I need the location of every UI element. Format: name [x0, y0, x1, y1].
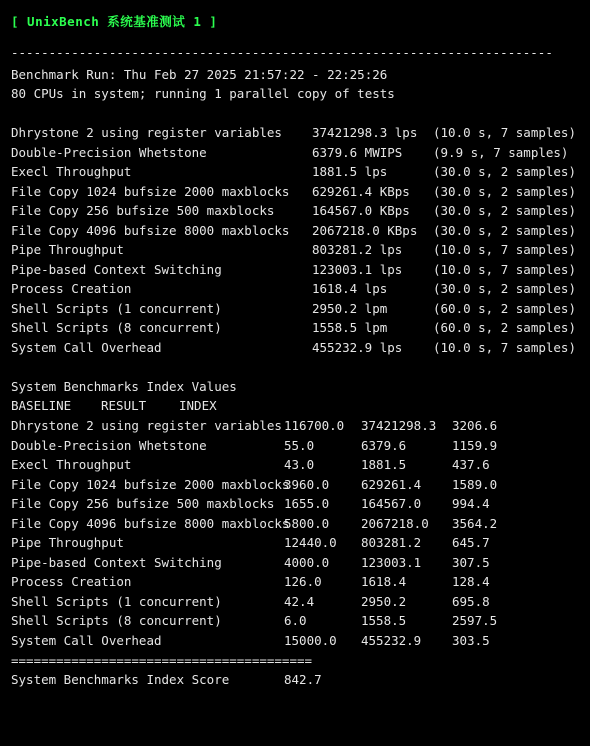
- index-name: Process Creation: [11, 574, 132, 589]
- dash-separator: ------------------------------------------------------------------------: [11, 45, 553, 60]
- index-row: [11, 475, 571, 494]
- result-name: Shell Scripts (1 concurrent): [11, 300, 222, 316]
- index-baseline: 43.0: [284, 457, 315, 472]
- result-value: 164567.0 KBps: [312, 203, 410, 218]
- index-value: 695.8: [452, 593, 490, 609]
- result-value: 455232.9 lps: [312, 339, 403, 355]
- index-result: 123003.1: [361, 554, 422, 570]
- index-name: Pipe-based Context Switching: [11, 554, 222, 570]
- index-name: Pipe Throughput: [11, 535, 124, 550]
- index-value: 3206.6: [452, 418, 498, 433]
- result-value: 6379.6 MWIPS: [312, 144, 403, 160]
- index-name: System Call Overhead: [11, 632, 162, 648]
- header-result: RESULT: [101, 398, 147, 413]
- result-name: Process Creation: [11, 281, 132, 296]
- header-baseline: BASELINE: [11, 398, 72, 413]
- index-name: Shell Scripts (8 concurrent): [11, 613, 222, 628]
- result-row: [11, 318, 581, 337]
- result-name: Execl Throughput: [11, 164, 132, 179]
- result-row: [11, 201, 581, 220]
- result-timing: (30.0 s, 2 samples): [433, 203, 576, 218]
- result-value: 123003.1 lps: [312, 261, 403, 277]
- index-baseline: 126.0: [284, 574, 322, 589]
- result-row: [11, 279, 581, 298]
- index-baseline: 5800.0: [284, 515, 330, 531]
- result-name: File Copy 1024 bufsize 2000 maxblocks: [11, 183, 290, 199]
- result-timing: (60.0 s, 2 samples): [433, 300, 576, 316]
- index-baseline: 3960.0: [284, 476, 330, 492]
- result-name: Dhrystone 2 using register variables: [11, 125, 282, 140]
- index-result: 6379.6: [361, 437, 407, 453]
- index-value: 1589.0: [452, 476, 498, 492]
- benchmark-title: [ UnixBench 系统基准测试 1 ]: [11, 14, 218, 29]
- index-row: [11, 416, 571, 435]
- index-baseline: 4000.0: [284, 554, 330, 570]
- result-timing: (30.0 s, 2 samples): [433, 281, 576, 296]
- result-value: 37421298.3 lps: [312, 125, 418, 140]
- result-name: Pipe-based Context Switching: [11, 261, 222, 277]
- index-row: [11, 436, 571, 455]
- result-value: 803281.2 lps: [312, 242, 403, 257]
- index-name: File Copy 1024 bufsize 2000 maxblocks: [11, 476, 290, 492]
- result-value: 2067218.0 KBps: [312, 222, 418, 238]
- index-result: 1618.4: [361, 574, 407, 589]
- index-name: File Copy 256 bufsize 500 maxblocks: [11, 496, 275, 511]
- index-value: 128.4: [452, 574, 490, 589]
- index-result: 1558.5: [361, 613, 407, 628]
- index-result: 803281.2: [361, 535, 422, 550]
- index-row: [11, 611, 571, 630]
- index-result: 629261.4: [361, 476, 422, 492]
- index-row: [11, 572, 571, 591]
- index-name: Shell Scripts (1 concurrent): [11, 593, 222, 609]
- result-row: [11, 182, 581, 201]
- index-value: 437.6: [452, 457, 490, 472]
- header-index: INDEX: [179, 398, 217, 413]
- result-value: 629261.4 KBps: [312, 183, 410, 199]
- index-baseline: 116700.0: [284, 418, 345, 433]
- index-row: [11, 631, 571, 650]
- equals-separator: ========================================: [11, 653, 313, 668]
- index-result: 1881.5: [361, 457, 407, 472]
- index-row: [11, 592, 571, 611]
- index-result: 2067218.0: [361, 515, 429, 531]
- index-result: 455232.9: [361, 632, 422, 648]
- cpu-info-line: 80 CPUs in system; running 1 parallel copy of tests: [11, 86, 395, 101]
- index-baseline: 55.0: [284, 437, 315, 453]
- result-row: [11, 143, 581, 162]
- index-values-title: System Benchmarks Index Values: [11, 379, 237, 394]
- result-timing: (10.0 s, 7 samples): [433, 242, 576, 257]
- result-timing: (60.0 s, 2 samples): [433, 320, 576, 335]
- result-timing: (10.0 s, 7 samples): [433, 339, 576, 355]
- result-row: [11, 338, 581, 357]
- result-name: Pipe Throughput: [11, 242, 124, 257]
- result-timing: (30.0 s, 2 samples): [433, 222, 576, 238]
- result-timing: (30.0 s, 2 samples): [433, 183, 576, 199]
- index-row: [11, 514, 571, 533]
- index-name: Dhrystone 2 using register variables: [11, 418, 282, 433]
- result-value: 1618.4 lps: [312, 281, 388, 296]
- index-result: 164567.0: [361, 496, 422, 511]
- index-value: 3564.2: [452, 515, 498, 531]
- result-row: [11, 123, 581, 142]
- result-row: [11, 221, 581, 240]
- index-value: 303.5: [452, 632, 490, 648]
- result-value: 1558.5 lpm: [312, 320, 388, 335]
- index-value: 994.4: [452, 496, 490, 511]
- result-row: [11, 240, 581, 259]
- result-name: File Copy 256 bufsize 500 maxblocks: [11, 203, 275, 218]
- index-row: [11, 455, 571, 474]
- index-name: Double-Precision Whetstone: [11, 437, 207, 453]
- result-row: [11, 260, 581, 279]
- index-baseline: 12440.0: [284, 535, 337, 550]
- index-baseline: 42.4: [284, 593, 315, 609]
- index-value: 307.5: [452, 554, 490, 570]
- index-baseline: 1655.0: [284, 496, 330, 511]
- benchmark-run-line: Benchmark Run: Thu Feb 27 2025 21:57:22 - 22:25:26: [11, 67, 388, 82]
- index-row: [11, 533, 571, 552]
- index-name: File Copy 4096 bufsize 8000 maxblocks: [11, 515, 290, 531]
- index-row: [11, 553, 571, 572]
- index-value: 1159.9: [452, 437, 498, 453]
- result-name: Shell Scripts (8 concurrent): [11, 320, 222, 335]
- result-timing: (9.9 s, 7 samples): [433, 144, 569, 160]
- score-label: System Benchmarks Index Score: [11, 672, 230, 687]
- result-name: System Call Overhead: [11, 339, 162, 355]
- result-name: Double-Precision Whetstone: [11, 144, 207, 160]
- result-value: 2950.2 lpm: [312, 300, 388, 316]
- result-timing: (10.0 s, 7 samples): [433, 125, 576, 140]
- result-row: [11, 162, 581, 181]
- index-result: 37421298.3: [361, 418, 437, 433]
- result-timing: (30.0 s, 2 samples): [433, 164, 576, 179]
- score-value: 842.7: [284, 672, 322, 687]
- index-row: [11, 494, 571, 513]
- index-score-row: [11, 670, 571, 689]
- result-timing: (10.0 s, 7 samples): [433, 261, 576, 277]
- result-row: [11, 299, 581, 318]
- index-baseline: 15000.0: [284, 632, 337, 648]
- result-name: File Copy 4096 bufsize 8000 maxblocks: [11, 222, 290, 238]
- index-header-row: [11, 396, 571, 415]
- index-result: 2950.2: [361, 593, 407, 609]
- result-value: 1881.5 lps: [312, 164, 388, 179]
- index-value: 2597.5: [452, 613, 498, 628]
- index-baseline: 6.0: [284, 613, 307, 628]
- index-value: 645.7: [452, 535, 490, 550]
- index-name: Execl Throughput: [11, 457, 132, 472]
